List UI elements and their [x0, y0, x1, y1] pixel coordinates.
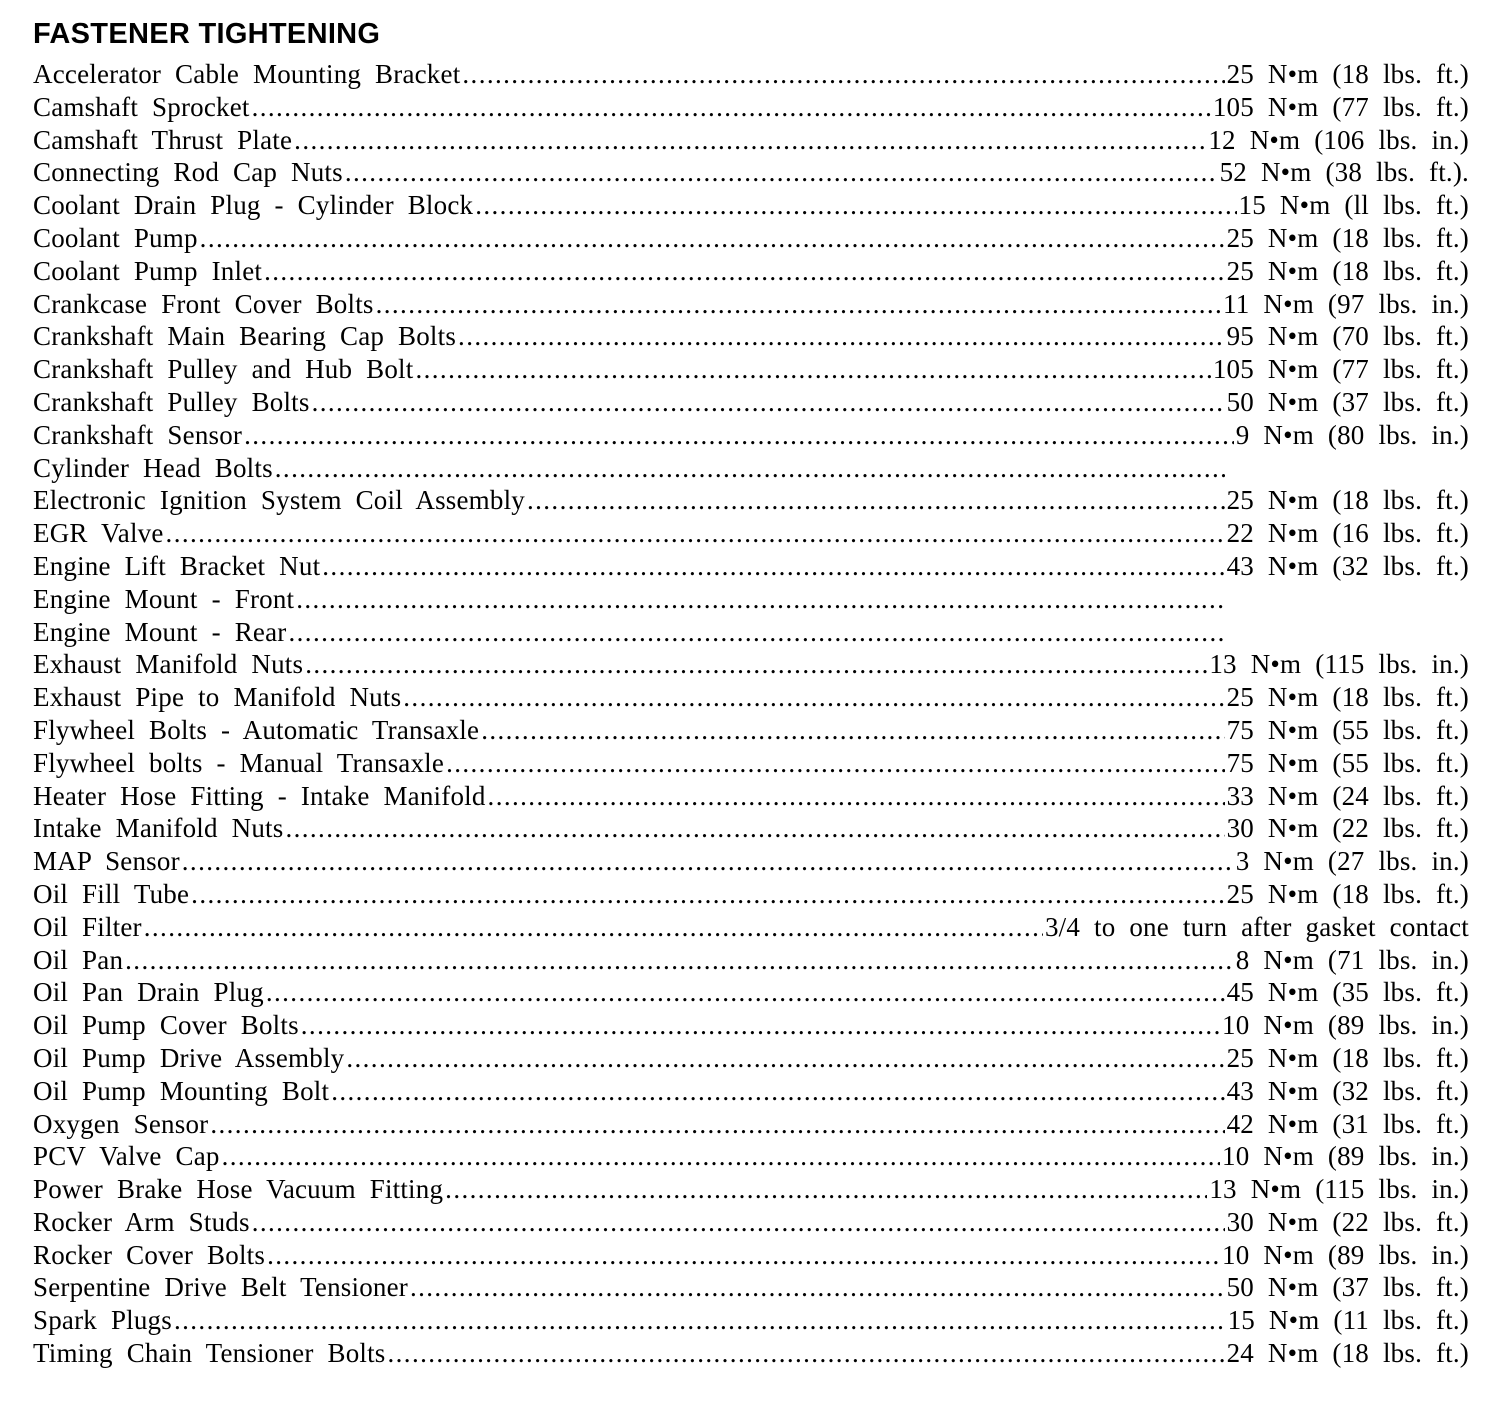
dot-leader: [301, 1009, 1220, 1042]
spec-row: [33, 320, 1469, 353]
spec-label: Flywheel Bolts - Automatic Transaxle: [33, 714, 480, 745]
spec-row: [33, 550, 1469, 583]
spec-label: Rocker Arm Studs: [33, 1206, 250, 1237]
spec-row: [33, 517, 1469, 550]
dot-leader: [345, 156, 1218, 189]
spec-row: [33, 452, 1469, 485]
spec-value: 50 N•m (37 lbs. ft.): [1226, 1272, 1469, 1303]
spec-row: [33, 255, 1469, 288]
spec-row: [33, 1009, 1469, 1042]
spec-label: Camshaft Sprocket: [33, 91, 250, 122]
spec-label: Coolant Drain Plug - Cylinder Block: [33, 190, 474, 221]
dot-leader: [174, 1304, 1226, 1337]
spec-row: [33, 484, 1469, 517]
spec-row: [33, 386, 1469, 419]
dot-leader: [346, 1042, 1224, 1075]
dot-leader: [376, 288, 1221, 321]
dot-leader: [275, 452, 1225, 485]
dot-leader: [458, 320, 1225, 353]
spec-label: EGR Valve: [33, 518, 164, 549]
spec-row: [33, 747, 1469, 780]
torque-spec-list: [33, 58, 1469, 1370]
spec-label: Spark Plugs: [33, 1305, 172, 1336]
dot-leader: [446, 747, 1224, 780]
dot-leader: [285, 812, 1224, 845]
dot-leader: [166, 517, 1225, 550]
spec-value: 43 N•m (32 lbs. ft.): [1226, 550, 1469, 581]
spec-row: [33, 419, 1469, 452]
spec-label: Engine Mount - Front: [33, 583, 295, 614]
spec-row: [33, 648, 1469, 681]
spec-row: [33, 1108, 1469, 1141]
spec-value: 105 N•m (77 lbs. ft.): [1212, 354, 1469, 385]
spec-label: Accelerator Cable Mounting Bracket: [33, 59, 461, 89]
dot-leader: [200, 222, 1225, 255]
spec-value: 8 N•m (71 lbs. in.): [1235, 944, 1469, 975]
spec-value: 43 N•m (32 lbs. ft.): [1226, 1075, 1469, 1106]
dot-leader: [305, 648, 1207, 681]
dot-leader: [191, 878, 1224, 911]
spec-value: 3/4 to one turn after gasket contact: [1044, 911, 1469, 942]
spec-value: 13 N•m (115 lbs. in.): [1209, 649, 1469, 680]
spec-label: Coolant Pump Inlet: [33, 255, 263, 286]
spec-label: Cylinder Head Bolts: [33, 452, 273, 483]
spec-value: 42 N•m (31 lbs. ft.): [1226, 1108, 1469, 1139]
dot-leader: [294, 124, 1206, 157]
dot-leader: [210, 1108, 1224, 1141]
spec-row: [33, 616, 1469, 649]
dot-leader: [252, 91, 1211, 124]
spec-value: 11 N•m (97 lbs. in.): [1223, 288, 1469, 319]
dot-leader: [410, 1271, 1225, 1304]
spec-row: [33, 1337, 1469, 1370]
document-page: [33, 14, 1469, 1370]
spec-row: [33, 878, 1469, 911]
dot-leader: [403, 681, 1224, 714]
dot-leader: [144, 911, 1043, 944]
dot-leader: [296, 583, 1225, 616]
spec-value: 30 N•m (22 lbs. ft.): [1226, 1206, 1469, 1237]
spec-value: 12 N•m (106 lbs. in.): [1208, 124, 1469, 155]
dot-leader: [252, 1206, 1225, 1239]
spec-row: [33, 1271, 1469, 1304]
spec-value: 13 N•m (115 lbs. in.): [1209, 1174, 1469, 1205]
spec-value: 10 N•m (89 lbs. in.): [1222, 1239, 1469, 1270]
spec-value: 25 N•m (18 lbs. ft.): [1226, 485, 1469, 516]
dot-leader: [312, 386, 1225, 419]
spec-value: 33 N•m (24 lbs. ft.): [1226, 780, 1469, 811]
spec-label: PCV Valve Cap: [33, 1141, 220, 1172]
spec-label: Heater Hose Fitting - Intake Manifold: [33, 780, 486, 811]
spec-value: 75 N•m (55 lbs. ft.): [1226, 714, 1469, 745]
spec-label: Engine Mount - Rear: [33, 616, 287, 647]
spec-value: 30 N•m (22 lbs. ft.): [1226, 813, 1469, 844]
dot-leader: [331, 1075, 1224, 1108]
spec-value: 15 N•m (11 lbs. ft.): [1227, 1305, 1469, 1336]
spec-label: Timing Chain Tensioner Bolts: [33, 1338, 386, 1369]
dot-leader: [222, 1140, 1220, 1173]
spec-value: 22 N•m (16 lbs. ft.): [1226, 518, 1469, 549]
dot-leader: [415, 353, 1210, 386]
dot-leader: [527, 484, 1225, 517]
spec-row: [33, 714, 1469, 747]
dot-leader: [125, 944, 1234, 977]
spec-row: [33, 156, 1469, 189]
spec-row: [33, 1042, 1469, 1075]
section-title: FASTENER TIGHTENING: [33, 18, 381, 50]
spec-row: [33, 91, 1469, 124]
spec-label: Oil Pump Cover Bolts: [33, 1010, 299, 1041]
spec-label: Oil Pan Drain Plug: [33, 977, 264, 1008]
spec-value: 10 N•m (89 lbs. in.): [1222, 1010, 1469, 1041]
spec-label: Connecting Rod Cap Nuts: [33, 157, 343, 188]
spec-value: 105 N•m (77 lbs. ft.): [1212, 91, 1469, 122]
dot-leader: [481, 714, 1224, 747]
spec-row: [33, 1173, 1469, 1206]
spec-label: Intake Manifold Nuts: [33, 813, 284, 844]
spec-row: [33, 288, 1469, 321]
spec-label: Exhaust Manifold Nuts: [33, 649, 304, 680]
spec-row: [33, 976, 1469, 1009]
spec-value: 75 N•m (55 lbs. ft.): [1226, 747, 1469, 778]
spec-label: MAP Sensor: [33, 846, 180, 877]
spec-label: Rocker Cover Bolts: [33, 1239, 266, 1270]
spec-label: Crankshaft Pulley Bolts: [33, 386, 310, 417]
spec-label: Exhaust Pipe to Manifold Nuts: [33, 682, 402, 713]
dot-leader: [182, 845, 1234, 878]
spec-value: 25 N•m (18 lbs. ft.): [1226, 1042, 1469, 1073]
spec-label: Oil Filter: [33, 911, 142, 942]
spec-row: [33, 583, 1469, 616]
spec-row: [33, 1239, 1469, 1272]
spec-row: [33, 1140, 1469, 1173]
dot-leader: [388, 1337, 1225, 1370]
spec-label: Engine Lift Bracket Nut: [33, 550, 321, 581]
spec-value: 50 N•m (37 lbs. ft.): [1226, 386, 1469, 417]
spec-label: Crankshaft Sensor: [33, 419, 243, 450]
spec-row: [33, 189, 1469, 222]
dot-leader: [462, 58, 1224, 91]
spec-value: 25 N•m (18 lbs. ft.): [1226, 222, 1469, 253]
dot-leader: [264, 255, 1224, 288]
spec-row: [33, 812, 1469, 845]
spec-value: 45 N•m (35 lbs. ft.): [1226, 977, 1469, 1008]
spec-value: 25 N•m (18 lbs. ft.): [1226, 59, 1469, 89]
spec-label: Crankcase Front Cover Bolts: [33, 288, 374, 319]
dot-leader: [322, 550, 1224, 583]
dot-leader: [266, 976, 1225, 1009]
spec-label: Crankshaft Pulley and Hub Bolt: [33, 354, 414, 385]
spec-label: Oil Pump Drive Assembly: [33, 1042, 345, 1073]
spec-row: [33, 944, 1469, 977]
spec-row: [33, 681, 1469, 714]
spec-value: 25 N•m (18 lbs. ft.): [1226, 682, 1469, 713]
spec-label: Flywheel bolts - Manual Transaxle: [33, 747, 445, 778]
spec-value: 25 N•m (18 lbs. ft.): [1226, 255, 1469, 286]
spec-row: [33, 780, 1469, 813]
spec-row: [33, 1075, 1469, 1108]
spec-label: Oil Pan: [33, 944, 124, 975]
spec-value: 10 N•m (89 lbs. in.): [1222, 1141, 1469, 1172]
dot-leader: [267, 1239, 1220, 1272]
spec-label: Camshaft Thrust Plate: [33, 124, 293, 155]
spec-label: Oil Fill Tube: [33, 878, 190, 909]
dot-leader: [488, 780, 1225, 813]
spec-value: 95 N•m (70 lbs. ft.): [1226, 321, 1469, 352]
spec-value: 9 N•m (80 lbs. in.): [1235, 419, 1469, 450]
spec-row: [33, 58, 1469, 91]
spec-row: [33, 1304, 1469, 1337]
spec-label: Crankshaft Main Bearing Cap Bolts: [33, 321, 457, 352]
spec-value: 52 N•m (38 lbs. ft.).: [1219, 157, 1469, 188]
spec-row: [33, 911, 1469, 944]
spec-row: [33, 845, 1469, 878]
spec-label: Electronic Ignition System Coil Assembly: [33, 485, 525, 516]
spec-label: Power Brake Hose Vacuum Fitting: [33, 1174, 444, 1205]
spec-label: Serpentine Drive Belt Tensioner: [33, 1272, 408, 1303]
dot-leader: [445, 1173, 1207, 1206]
dot-leader: [289, 616, 1226, 649]
dot-leader: [244, 419, 1234, 452]
spec-label: Oxygen Sensor: [33, 1108, 209, 1139]
spec-label: Coolant Pump: [33, 222, 198, 253]
spec-value: 24 N•m (18 lbs. ft.): [1226, 1338, 1469, 1369]
spec-row: [33, 1206, 1469, 1239]
spec-row: [33, 353, 1469, 386]
spec-label: Oil Pump Mounting Bolt: [33, 1075, 330, 1106]
dot-leader: [475, 189, 1236, 222]
spec-row: [33, 222, 1469, 255]
spec-value: 3 N•m (27 lbs. in.): [1235, 846, 1469, 877]
spec-value: 15 N•m (ll lbs. ft.): [1238, 190, 1469, 221]
spec-row: [33, 124, 1469, 157]
spec-value: 25 N•m (18 lbs. ft.): [1226, 878, 1469, 909]
